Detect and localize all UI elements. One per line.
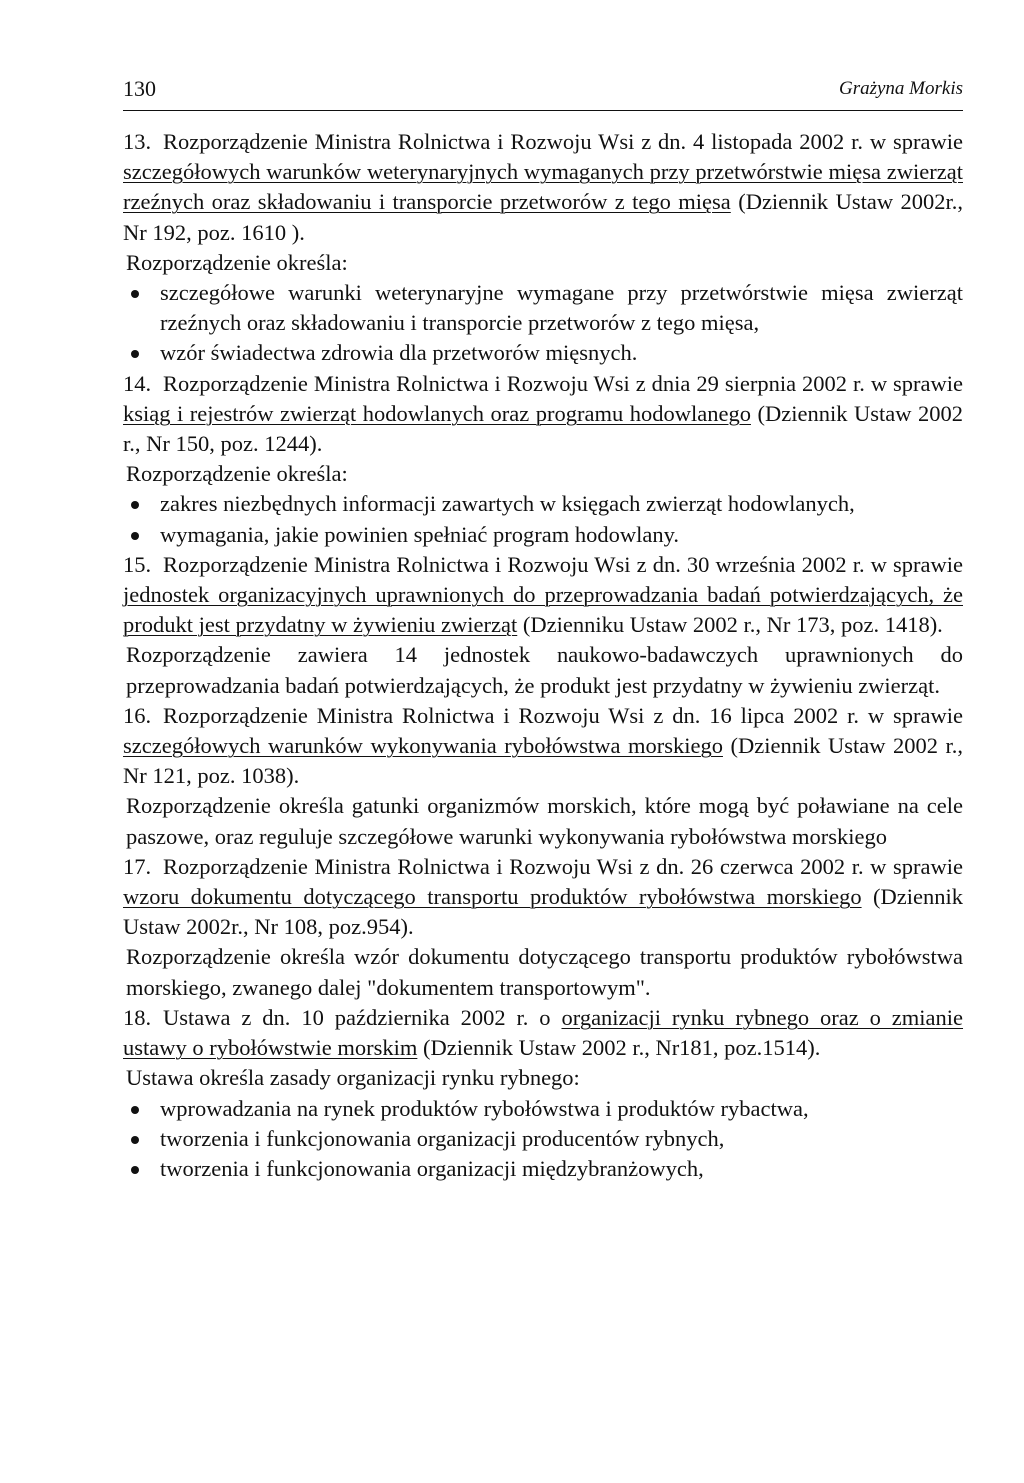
entry-title: jednostek organizacyjnych uprawnionych do przeprowadzania badań potwierdzających, że produkt jest przydatny w żywieniu zwierząt	[123, 582, 963, 638]
summary-text: Rozporządzenie zawiera 14 jednostek naukowo-badawczych uprawnionych do przeprowadzania badań potwierdzających, że produkt jest przydatny w żywieniu zwierząt.	[126, 642, 963, 698]
bullet-icon	[131, 532, 139, 540]
running-header-author: Grażyna Morkis	[838, 78, 963, 99]
entry-number: 14.	[123, 370, 152, 396]
entry-pre: Ustawa z dn. 10 października 2002 r. o	[163, 1004, 562, 1030]
bullet-icon	[131, 501, 139, 509]
list-item-15	[123, 550, 963, 701]
entry-title: szczegółowych warunków weterynaryjnych wymaganych przy przetwórstwie mięsa zwierząt rzeźnych oraz składowaniu i transporcie przetworów z tego mięsa	[123, 159, 963, 215]
summary-text: Rozporządzenie określa gatunki organizmów morskich, które mogą być poławiane na cele paszowe, oraz reguluje szczegółowe warunki wykonywania rybołówstwa morskiego	[126, 793, 963, 849]
bullet-list	[123, 278, 963, 369]
entry-citation: (Dzienniku Ustaw 2002 r., Nr 173, poz. 1418).	[517, 612, 943, 638]
bullet-item: tworzenia i funkcjonowania organizacji międzybranżowych,	[123, 1154, 963, 1184]
bullet-list	[123, 489, 963, 549]
entry-pre: Rozporządzenie Ministra Rolnictwa i Rozwoju Wsi z dn. 4 listopada 2002 r. w sprawie	[163, 129, 963, 154]
list-item-17	[123, 852, 963, 1003]
summary-intro: Rozporządzenie określa:	[126, 249, 348, 275]
entry-pre: Rozporządzenie Ministra Rolnictwa i Rozwoju Wsi z dnia 29 sierpnia 2002 r. w sprawie	[163, 370, 963, 396]
entry-number: 13.	[123, 129, 152, 154]
page-number: 130	[123, 76, 156, 101]
entry-pre: Rozporządzenie Ministra Rolnictwa i Rozwoju Wsi z dn. 16 lipca 2002 r. w sprawie	[163, 702, 963, 728]
bullet-icon	[131, 350, 139, 358]
summary-text: Rozporządzenie określa wzór dokumentu dotyczącego transportu produktów rybołówstwa morskiego, zwanego dalej "dokumentem transportowym".	[126, 944, 963, 1000]
list-item-16	[123, 701, 963, 852]
entry-number: 18.	[123, 1004, 152, 1030]
entry-citation: (Dziennik Ustaw 2002 r., Nr 121, poz. 1038).	[123, 733, 963, 789]
list-item-18	[123, 1003, 963, 1184]
bullet-list	[123, 1094, 963, 1185]
entry-pre: Rozporządzenie Ministra Rolnictwa i Rozwoju Wsi z dn. 26 czerwca 2002 r. w sprawie	[163, 853, 963, 879]
entry-citation: (Dziennik Ustaw 2002 r., Nr 150, poz. 1244).	[123, 400, 963, 457]
list-item-14	[123, 369, 963, 550]
entry-heading	[123, 852, 963, 943]
entry-pre: Rozporządzenie Ministra Rolnictwa i Rozwoju Wsi z dn. 30 września 2002 r. w sprawie	[163, 551, 963, 577]
entry-number: 17.	[123, 853, 152, 879]
entry-title: ksiąg i rejestrów zwierząt hodowlanych oraz programu hodowlanego	[123, 400, 751, 426]
entry-heading	[123, 369, 963, 460]
list-item-13	[123, 127, 963, 369]
bullet-icon	[131, 1106, 139, 1114]
bullet-icon	[131, 290, 139, 298]
entry-number: 15.	[123, 551, 152, 577]
page-header	[123, 74, 963, 111]
entry-citation: (Dziennik Ustaw 2002r., Nr 108, poz.954).	[123, 884, 963, 940]
bullet-item: tworzenia i funkcjonowania organizacji producentów rybnych,	[123, 1124, 963, 1154]
entry-citation: (Dziennik Ustaw 2002r., Nr 192, poz. 1610 ).	[123, 189, 963, 245]
summary-intro: Ustawa określa zasady organizacji rynku rybnego:	[126, 1065, 580, 1091]
bullet-item: wymagania, jakie powinien spełniać program hodowlany.	[123, 520, 963, 550]
entry-heading	[123, 701, 963, 792]
bullet-item: wzór świadectwa zdrowia dla przetworów mięsnych.	[123, 338, 963, 368]
entry-heading	[123, 1003, 963, 1063]
entry-title: szczegółowych warunków wykonywania rybołówstwa morskiego	[123, 733, 723, 759]
entry-citation: (Dziennik Ustaw 2002 r., Nr181, poz.1514).	[417, 1035, 821, 1061]
bullet-item: wprowadzania na rynek produktów rybołówstwa i produktów rybactwa,	[123, 1094, 963, 1124]
bullet-item: zakres niezbędnych informacji zawartych w księgach zwierząt hodowlanych,	[123, 489, 963, 519]
page-content	[123, 127, 963, 1184]
entry-heading	[123, 550, 963, 641]
summary-intro: Rozporządzenie określa:	[126, 461, 348, 487]
bullet-icon	[131, 1166, 139, 1174]
entry-number: 16.	[123, 702, 152, 728]
bullet-item: szczegółowe warunki weterynaryjne wymagane przy przetwórstwie mięsa zwierząt rzeźnych oraz składowaniu i transporcie przetworów z tego mięsa,	[123, 278, 963, 338]
entry-heading	[123, 127, 963, 248]
entry-title: organizacji rynku rybnego oraz o zmianie ustawy o rybołówstwie morskim	[123, 1004, 964, 1061]
bullet-icon	[131, 1136, 139, 1144]
entry-title: wzoru dokumentu dotyczącego transportu produktów rybołówstwa morskiego	[123, 884, 862, 910]
